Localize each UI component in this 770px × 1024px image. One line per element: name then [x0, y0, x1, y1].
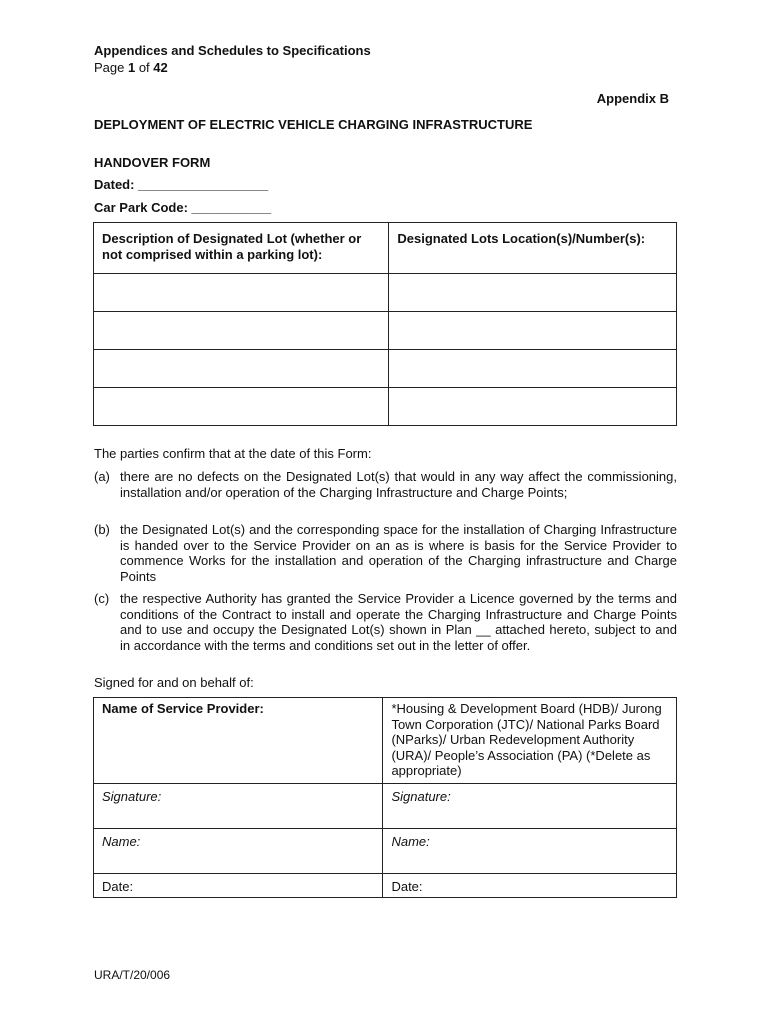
page-total: 42 — [153, 60, 168, 75]
lot-description-cell — [94, 350, 389, 388]
page-number — [94, 60, 168, 75]
form-title: HANDOVER FORM — [94, 155, 211, 170]
page-current: 1 — [127, 60, 136, 75]
item-marker: (c) — [94, 591, 110, 606]
authority-name-label: Name: — [383, 829, 677, 874]
lot-description-cell — [94, 312, 389, 350]
signed-label: Signed for and on behalf of: — [94, 675, 254, 690]
item-marker: (b) — [94, 522, 110, 537]
page-prefix: Page — [94, 60, 128, 75]
item-text: there are no defects on the Designated Lot(s) that would in any way affect the commissioning, installation and/or operation of the Charging Infrastructure and Charge Points; — [120, 469, 677, 500]
appendix-label: Appendix B — [596, 91, 669, 106]
designated-lots-table — [93, 222, 677, 426]
main-title: DEPLOYMENT OF ELECTRIC VEHICLE CHARGING INFRASTRUCTURE — [94, 117, 533, 132]
confirmation-item — [94, 469, 677, 500]
provider-name-label: Name: — [94, 829, 383, 874]
item-marker: (a) — [94, 469, 110, 484]
page-of: of — [135, 60, 154, 75]
lot-description-header: Description of Designated Lot (whether or not comprised within a parking lot): — [94, 223, 389, 274]
confirmation-item — [94, 522, 677, 584]
lot-location-cell — [389, 274, 677, 312]
lot-description-cell — [94, 274, 389, 312]
provider-date-label: Date: — [94, 874, 383, 898]
lot-location-cell — [389, 350, 677, 388]
document-footer-code: URA/T/20/006 — [94, 968, 171, 982]
authority-date-label: Date: — [383, 874, 677, 898]
provider-signature-label: Signature: — [94, 784, 383, 829]
confirmation-item — [94, 591, 677, 653]
lot-description-cell — [94, 388, 389, 426]
authority-text: *Housing & Development Board (HDB)/ Jurong Town Corporation (JTC)/ National Parks Board (NParks)/ Urban Redevelopment Authority (URA)/ People’s Association (PA) (*Delete as appropriate) — [383, 698, 677, 784]
service-provider-label: Name of Service Provider: — [94, 698, 383, 784]
dated-field: Dated: __________________ — [94, 177, 269, 192]
item-text: the respective Authority has granted the Service Provider a Licence governed by the terms and conditions of the Contract to install and operate the Charging Infrastructure and Charge Points and to use and occupy the Designated Lot(s) shown in Plan __ attached hereto, subject to and in accordance with the terms and conditions set out in the letter of offer. — [120, 591, 677, 653]
car-park-code-field: Car Park Code: ___________ — [94, 200, 272, 215]
document-header-title: Appendices and Schedules to Specifications — [94, 43, 371, 58]
signature-table — [93, 697, 677, 898]
item-text: the Designated Lot(s) and the corresponding space for the installation of Charging Infrastructure is handed over to the Service Provider on an as is where is basis for the Service Provider to commence Works for the installation and operation of the Charging infrastructure and Charge Points — [120, 522, 677, 584]
lot-location-cell — [389, 312, 677, 350]
lot-location-header: Designated Lots Location(s)/Number(s): — [389, 223, 677, 274]
authority-signature-label: Signature: — [383, 784, 677, 829]
lot-location-cell — [389, 388, 677, 426]
confirmation-intro: The parties confirm that at the date of this Form: — [94, 446, 372, 461]
